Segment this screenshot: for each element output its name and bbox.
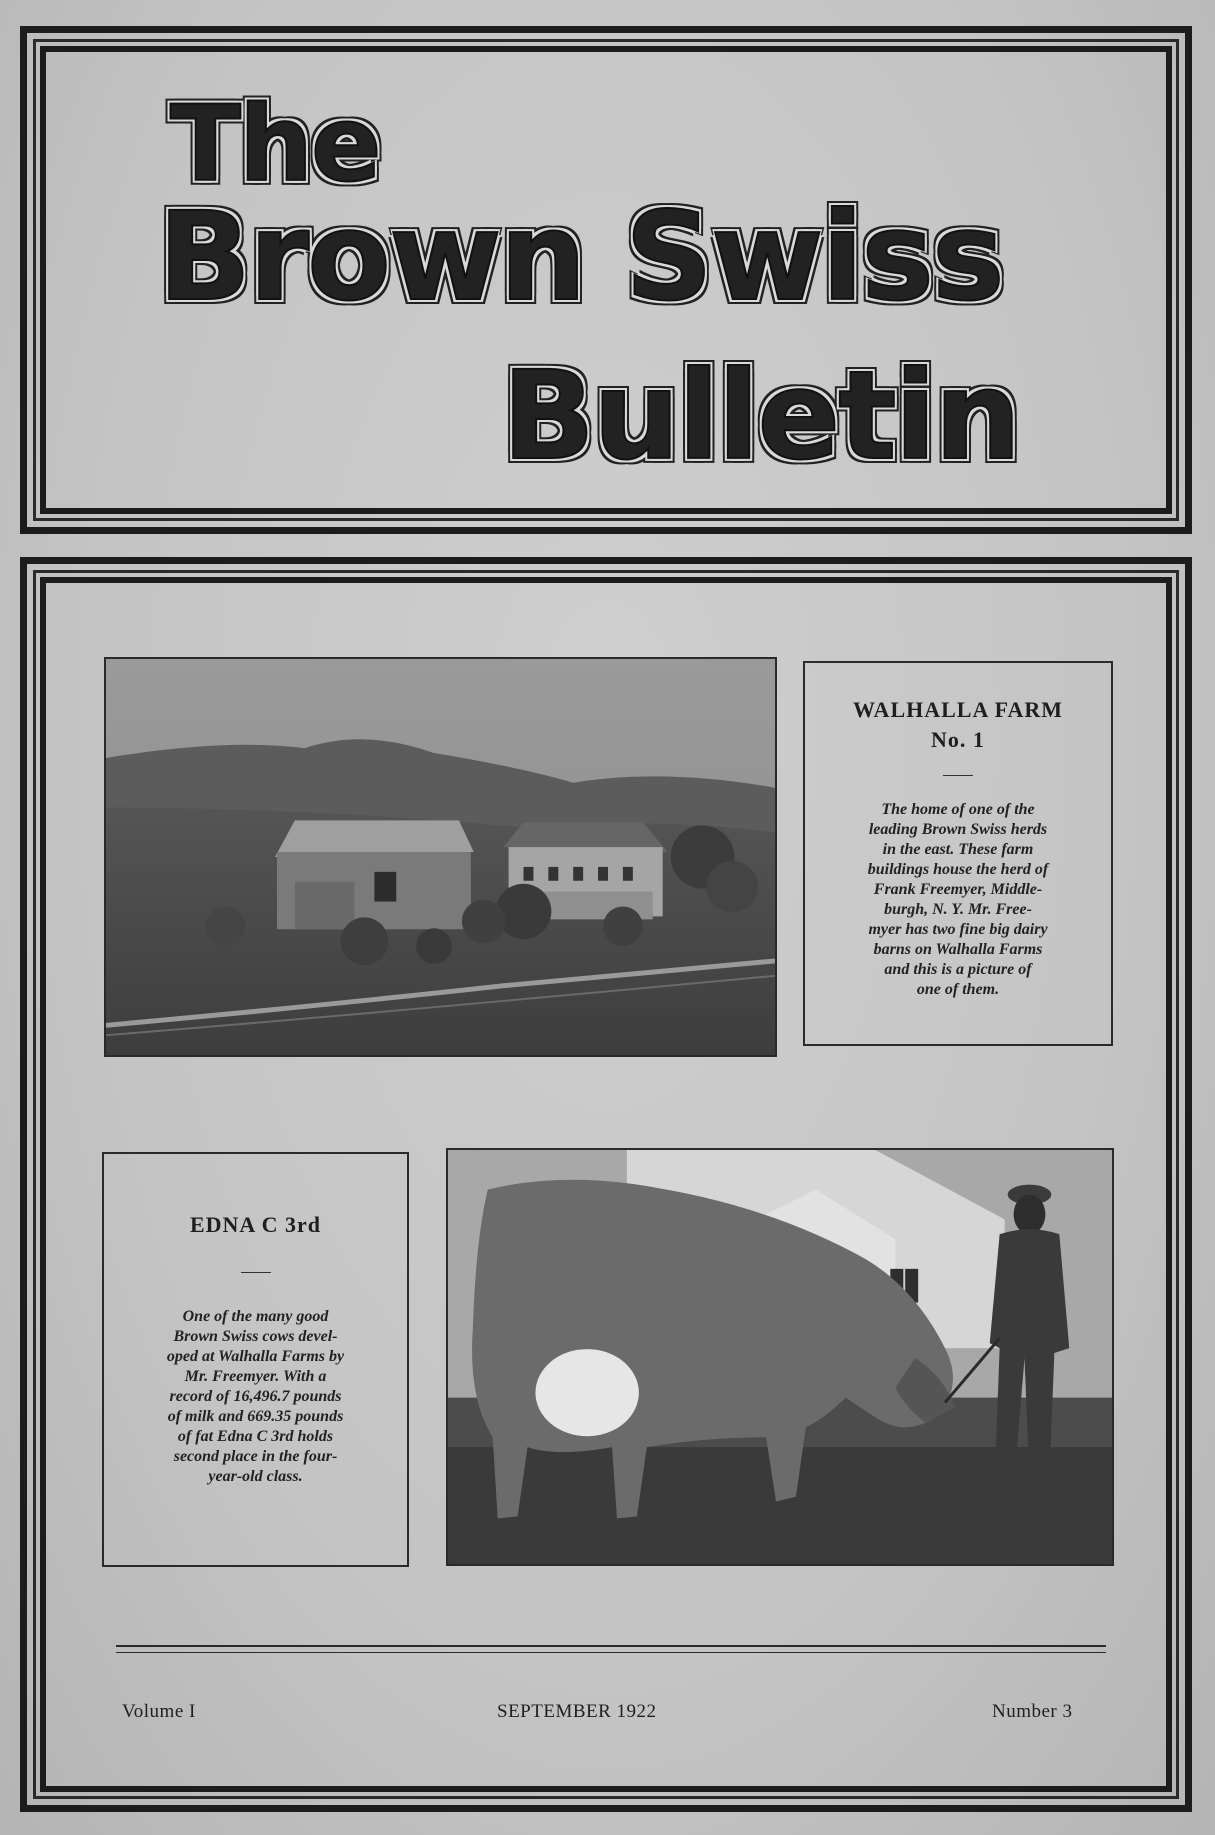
walhalla-farm-title: WALHALLA FARM No. 1 <box>853 697 1063 752</box>
walhalla-farm-caption <box>803 661 1113 1046</box>
edna-c-3rd-title: EDNA C 3rd <box>189 1212 321 1237</box>
masthead-title-the: The <box>170 83 380 205</box>
cow-photo-image <box>448 1150 1112 1564</box>
issue-date: SEPTEMBER 1922 <box>497 1701 657 1722</box>
farm-photo-image <box>106 659 775 1055</box>
issue-number: Number 3 <box>992 1701 1073 1722</box>
edna-c-3rd-caption <box>102 1152 409 1567</box>
masthead-title-brown-swiss: Brown Swiss <box>158 186 1003 328</box>
caption-divider <box>943 775 973 776</box>
cow-photo <box>446 1148 1114 1566</box>
walhalla-farm-description: The home of one of the leading Brown Swiss herds in the east. These farm buildings house the herd of Frank Freemyer, Middle- burgh, N. Y. Mr. Free- myer has two fine big dairy barns on Walhalla Farms and this is a picture of one of them. <box>867 801 1049 998</box>
edna-c-3rd-description: One of the many good Brown Swiss cows devel- oped at Walhalla Farms by Mr. Freemyer. With a record of 16,496.7 pounds of milk and 669.35 pounds of fat Edna C 3rd holds second place in the four- year-old class. <box>166 1308 345 1485</box>
caption-divider <box>241 1272 271 1273</box>
masthead-title-bulletin: Bulletin <box>502 345 1020 487</box>
footer-rule-thin <box>116 1652 1106 1653</box>
volume-label: Volume I <box>122 1701 196 1722</box>
footer-rule <box>116 1645 1106 1647</box>
farm-photo <box>104 657 777 1057</box>
